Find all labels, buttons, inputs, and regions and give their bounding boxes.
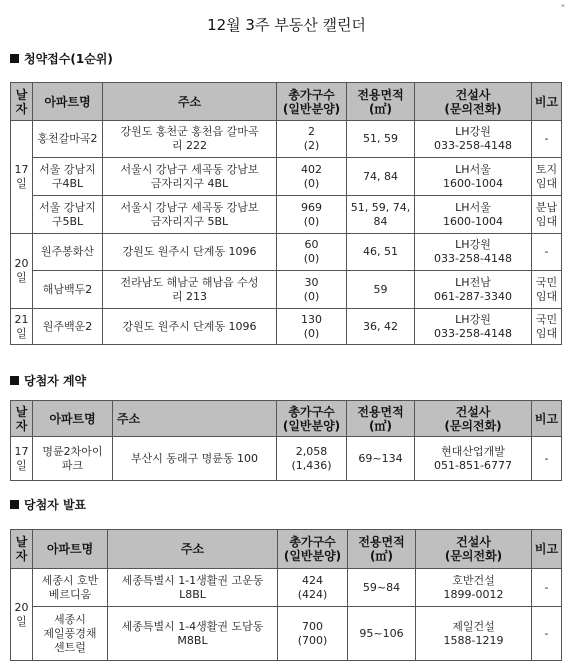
units-cell: 700 (700) bbox=[278, 607, 348, 661]
note-cell: 국민 임대 bbox=[532, 309, 562, 345]
units-cell: 2 (2) bbox=[277, 121, 347, 158]
day-cell: 21 일 bbox=[11, 309, 33, 345]
header-note: 비고 bbox=[532, 83, 562, 121]
square-bullet-icon bbox=[10, 376, 19, 385]
table-row bbox=[11, 309, 562, 345]
note-cell: 분납 임대 bbox=[532, 196, 562, 234]
address-cell: 강원도 홍천군 홍천읍 갈마곡 리 222 bbox=[103, 121, 277, 158]
day-cell: 20 일 bbox=[11, 234, 33, 309]
note-cell: - bbox=[532, 234, 562, 271]
header-apartment: 아파트명 bbox=[33, 401, 113, 437]
day-cell: 17 일 bbox=[11, 437, 33, 481]
header-address: 주소 bbox=[108, 530, 278, 569]
corner-mark: " bbox=[560, 4, 565, 14]
table-row bbox=[11, 158, 562, 196]
header-area: 전용면적 (㎡) bbox=[348, 530, 416, 569]
address-cell: 서울시 강남구 세곡동 강남보 금자리지구 4BL bbox=[103, 158, 277, 196]
apartment-cell: 해남백두2 bbox=[33, 271, 103, 309]
apartment-cell: 원주봉화산 bbox=[33, 234, 103, 271]
apartment-cell: 서울 강남지 구5BL bbox=[33, 196, 103, 234]
note-cell: 국민 임대 bbox=[532, 271, 562, 309]
header-day: 날 자 bbox=[11, 83, 33, 121]
builder-cell: LH전남 061-287-3340 bbox=[415, 271, 532, 309]
apartment-cell: 세종시 호반 베르디움 bbox=[33, 569, 108, 607]
header-address: 주소 bbox=[103, 83, 277, 121]
apartment-cell: 명륜2차아이 파크 bbox=[33, 437, 113, 481]
builder-cell: 호반건설 1899-0012 bbox=[416, 569, 532, 607]
table-row bbox=[11, 569, 562, 607]
table-row bbox=[11, 271, 562, 309]
address-cell: 부산시 동래구 명륜동 100 bbox=[113, 437, 277, 481]
table-header-row bbox=[11, 83, 562, 121]
apartment-cell: 서울 강남지 구4BL bbox=[33, 158, 103, 196]
area-cell: 69~134 bbox=[347, 437, 415, 481]
table-announcement bbox=[10, 529, 562, 661]
header-day: 날 자 bbox=[11, 530, 33, 569]
note-cell: - bbox=[532, 607, 562, 661]
apartment-cell: 홍천갈마곡2 bbox=[33, 121, 103, 158]
day-cell: 17 일 bbox=[11, 121, 33, 234]
header-units: 총가구수 (일반분양) bbox=[278, 530, 348, 569]
builder-cell: LH강원 033-258-4148 bbox=[415, 234, 532, 271]
units-cell: 30 (0) bbox=[277, 271, 347, 309]
units-cell: 2,058 (1,436) bbox=[277, 437, 347, 481]
table-subscription bbox=[10, 82, 562, 345]
section-heading-subscription bbox=[10, 50, 113, 67]
area-cell: 46, 51 bbox=[347, 234, 415, 271]
builder-cell: LH서울 1600-1004 bbox=[415, 196, 532, 234]
builder-cell: 현대산업개발 051-851-6777 bbox=[415, 437, 532, 481]
units-cell: 969 (0) bbox=[277, 196, 347, 234]
section-label: 당첨자 계약 bbox=[24, 374, 87, 388]
table-row bbox=[11, 437, 562, 481]
header-units: 총가구수 (일반분양) bbox=[277, 401, 347, 437]
units-cell: 402 (0) bbox=[277, 158, 347, 196]
units-cell: 424 (424) bbox=[278, 569, 348, 607]
table-row bbox=[11, 196, 562, 234]
area-cell: 36, 42 bbox=[347, 309, 415, 345]
address-cell: 강원도 원주시 단계동 1096 bbox=[103, 309, 277, 345]
header-builder: 건설사 (문의전화) bbox=[415, 401, 532, 437]
address-cell: 강원도 원주시 단계동 1096 bbox=[103, 234, 277, 271]
units-cell: 130 (0) bbox=[277, 309, 347, 345]
area-cell: 51, 59 bbox=[347, 121, 415, 158]
apartment-cell: 세종시 제일풍경채 센트럴 bbox=[33, 607, 108, 661]
note-cell: 토지 임대 bbox=[532, 158, 562, 196]
table-header-row bbox=[11, 530, 562, 569]
table-row bbox=[11, 121, 562, 158]
header-note: 비고 bbox=[532, 401, 562, 437]
page-title: 12월 3주 부동산 캘린더 bbox=[207, 16, 366, 34]
day-cell: 20 일 bbox=[11, 569, 33, 661]
square-bullet-icon bbox=[10, 500, 19, 509]
units-cell: 60 (0) bbox=[277, 234, 347, 271]
address-cell: 세종특별시 1-1생활권 고운동 L8BL bbox=[108, 569, 278, 607]
builder-cell: 제일건설 1588-1219 bbox=[416, 607, 532, 661]
address-cell: 세종특별시 1-4생활권 도담동 M8BL bbox=[108, 607, 278, 661]
header-area: 전용면적 (㎡) bbox=[347, 83, 415, 121]
area-cell: 59 bbox=[347, 271, 415, 309]
header-note: 비고 bbox=[532, 530, 562, 569]
builder-cell: LH서울 1600-1004 bbox=[415, 158, 532, 196]
table-row bbox=[11, 607, 562, 661]
section-heading-contract bbox=[10, 372, 86, 389]
square-bullet-icon bbox=[10, 54, 19, 63]
header-apartment: 아파트명 bbox=[33, 530, 108, 569]
area-cell: 95~106 bbox=[348, 607, 416, 661]
header-area: 전용면적 (㎡) bbox=[347, 401, 415, 437]
header-day: 날 자 bbox=[11, 401, 33, 437]
note-cell: - bbox=[532, 569, 562, 607]
header-units: 총가구수 (일반분양) bbox=[277, 83, 347, 121]
header-apartment: 아파트명 bbox=[33, 83, 103, 121]
header-address: 주소 bbox=[113, 401, 277, 437]
area-cell: 74, 84 bbox=[347, 158, 415, 196]
header-builder: 건설사 (문의전화) bbox=[415, 83, 532, 121]
section-heading-announcement bbox=[10, 496, 86, 513]
builder-cell: LH강원 033-258-4148 bbox=[415, 309, 532, 345]
note-cell: - bbox=[532, 121, 562, 158]
note-cell: - bbox=[532, 437, 562, 481]
area-cell: 59~84 bbox=[348, 569, 416, 607]
section-label: 당첨자 발표 bbox=[24, 498, 87, 512]
address-cell: 서울시 강남구 세곡동 강남보 금자리지구 5BL bbox=[103, 196, 277, 234]
builder-cell: LH강원 033-258-4148 bbox=[415, 121, 532, 158]
table-header-row bbox=[11, 401, 562, 437]
table-contract bbox=[10, 400, 562, 481]
area-cell: 51, 59, 74, 84 bbox=[347, 196, 415, 234]
table-row bbox=[11, 234, 562, 271]
section-label: 청약접수(1순위) bbox=[24, 52, 113, 66]
address-cell: 전라남도 해남군 해남읍 수성 리 213 bbox=[103, 271, 277, 309]
apartment-cell: 원주백운2 bbox=[33, 309, 103, 345]
header-builder: 건설사 (문의전화) bbox=[416, 530, 532, 569]
